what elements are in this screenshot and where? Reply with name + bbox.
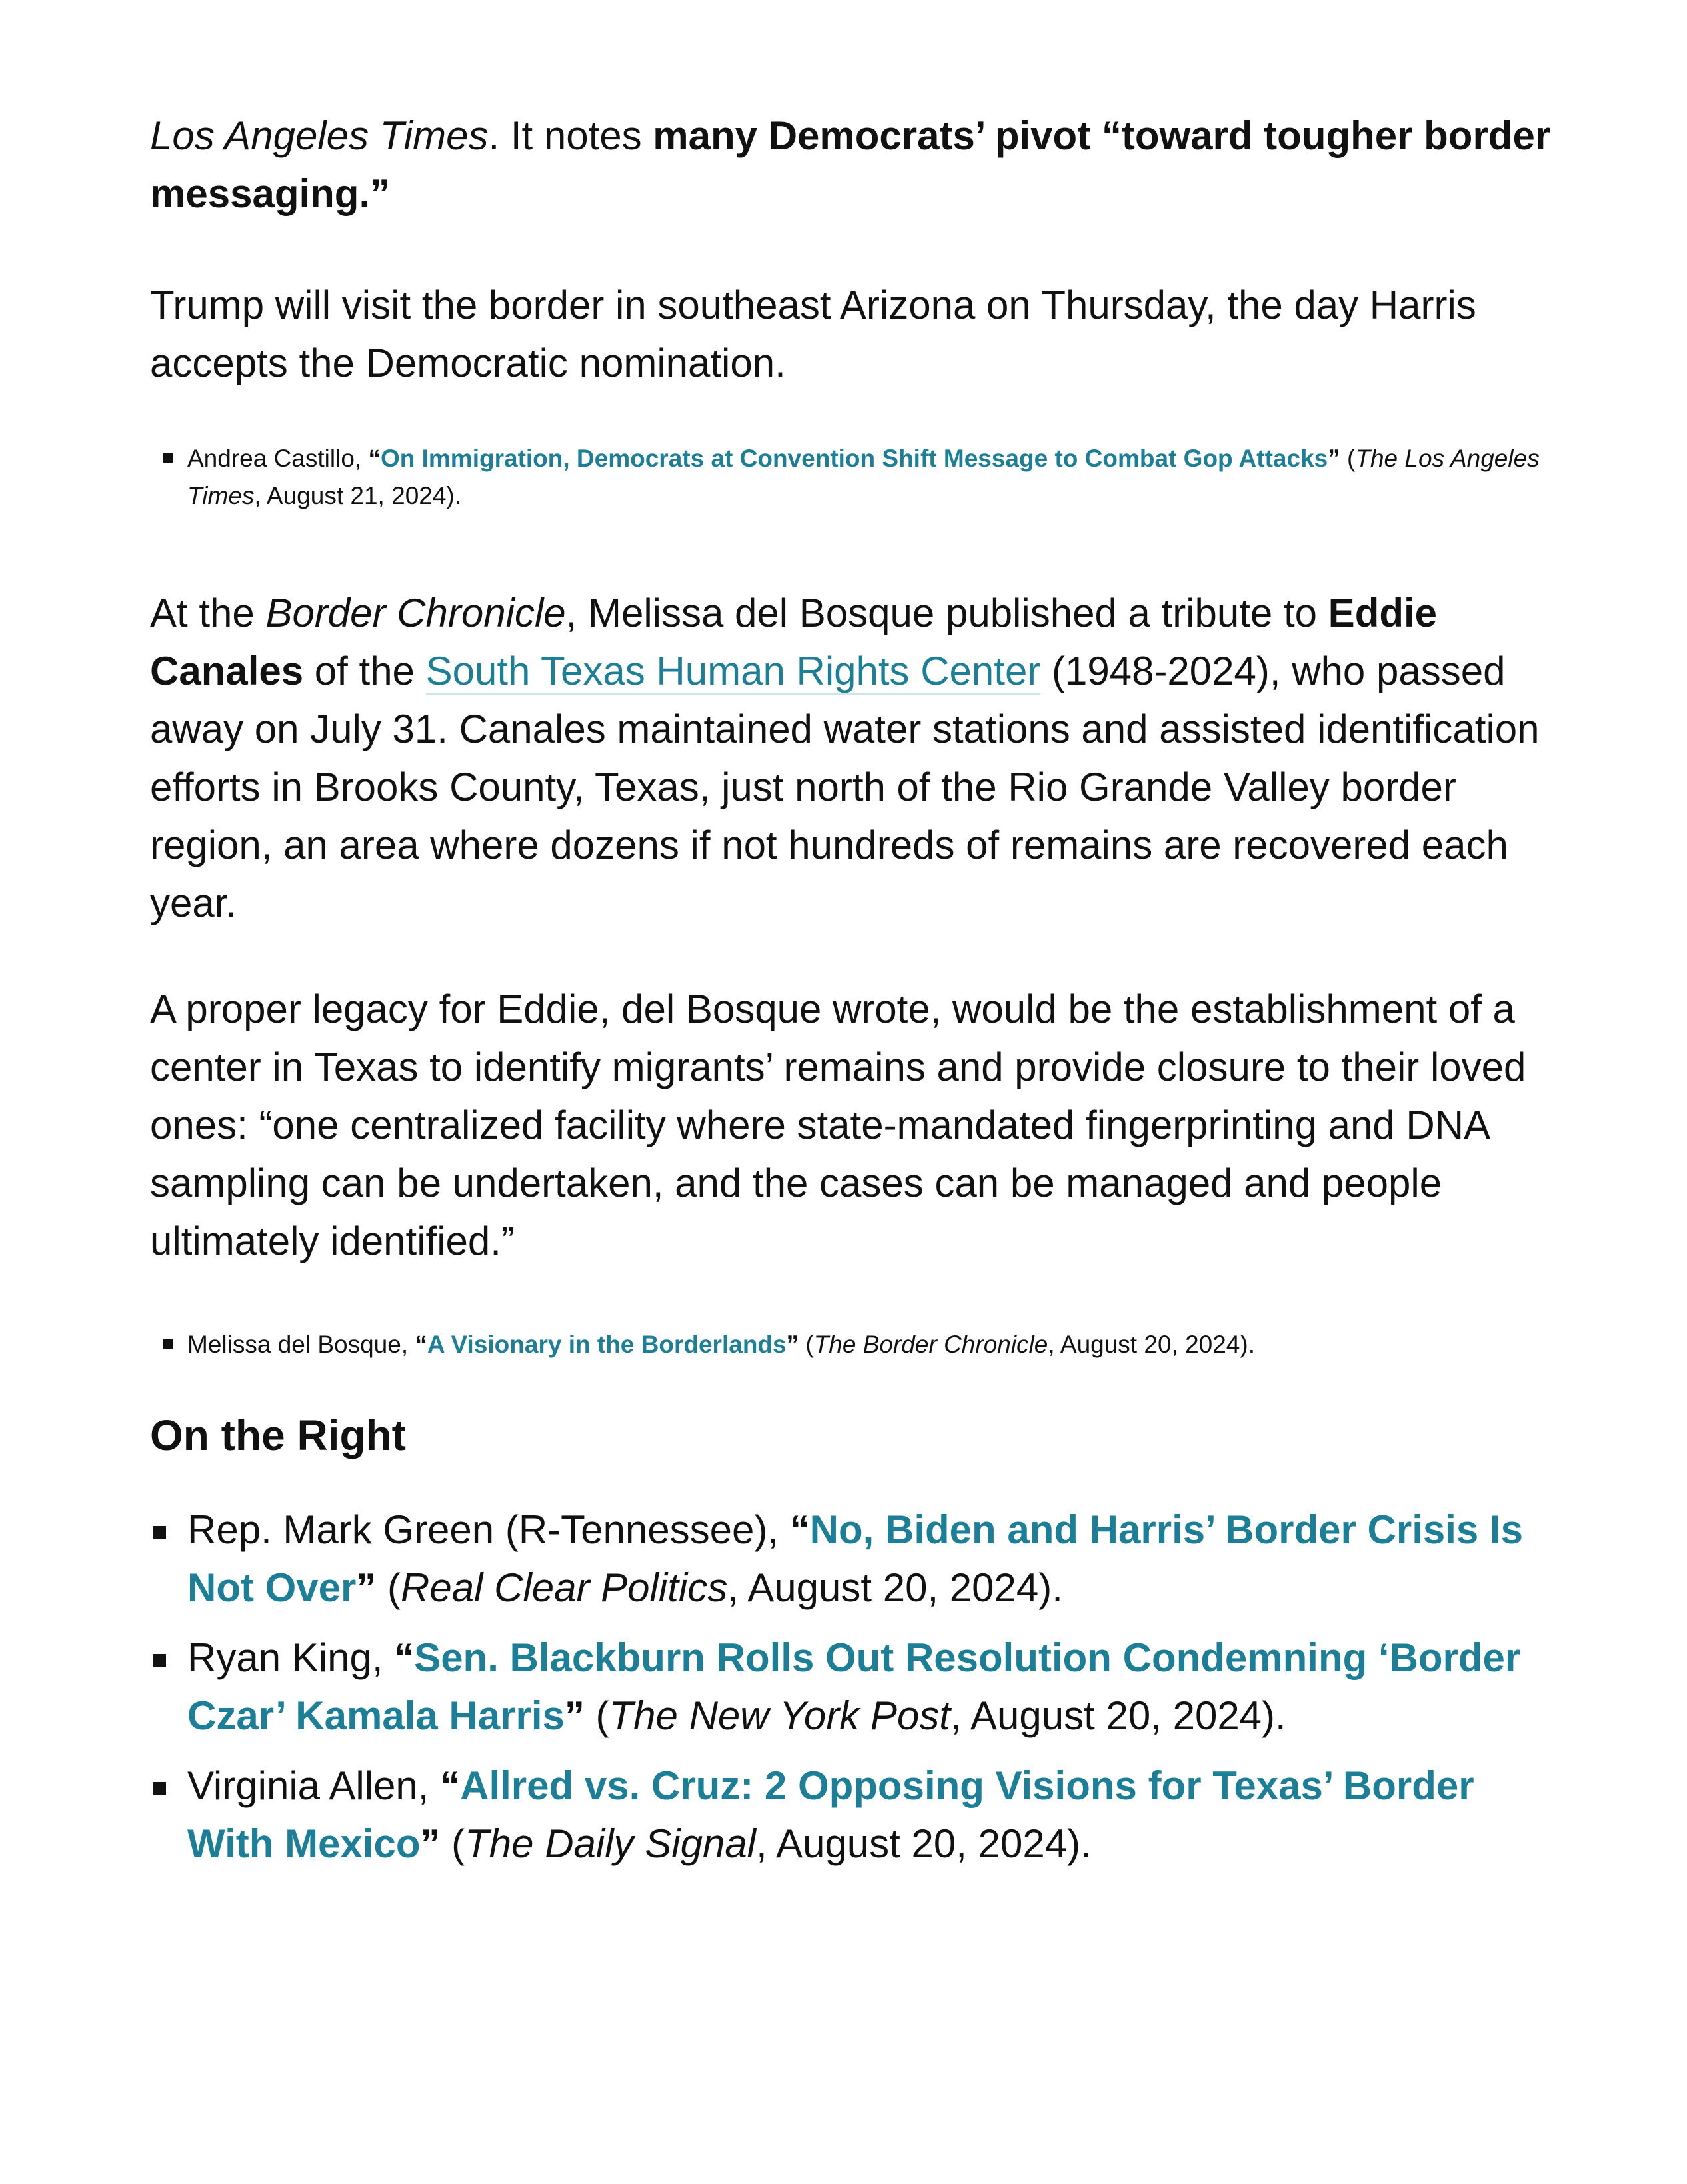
- paren-text: (: [584, 1693, 609, 1738]
- spacer: [150, 392, 1563, 440]
- quote-mark: “: [440, 1763, 461, 1808]
- quote-mark: ”: [786, 1331, 799, 1358]
- bullet-square-icon: [153, 1782, 166, 1795]
- citation-author: Andrea Castillo,: [187, 445, 369, 472]
- paragraph-la-times: [150, 107, 1563, 223]
- list-item: [150, 1629, 1563, 1745]
- item-author: Virginia Allen,: [187, 1763, 441, 1808]
- citation-date: , August 20, 2024).: [1048, 1331, 1255, 1358]
- quote-mark: “: [415, 1331, 427, 1358]
- section-heading: On the Right: [150, 1411, 406, 1459]
- spacer: [150, 1462, 1563, 1501]
- item-source: The Daily Signal: [465, 1821, 757, 1866]
- quote-mark: ”: [420, 1821, 441, 1866]
- item-source: Real Clear Politics: [401, 1565, 728, 1610]
- spacer: [150, 1270, 1563, 1326]
- person-name: Eddie Canales: [150, 591, 1438, 693]
- paragraph-text: At the: [150, 591, 266, 635]
- article-link[interactable]: No, Biden and Harris’ Border Crisis Is Not Over: [187, 1507, 1523, 1610]
- item-date: , August 20, 2024).: [756, 1821, 1092, 1866]
- spacer: [150, 932, 1563, 980]
- citation-list: [150, 440, 1563, 515]
- citation-item: [150, 1326, 1563, 1363]
- citation-date: , August 21, 2024).: [254, 482, 462, 509]
- spacer: [150, 515, 1563, 584]
- organization-link[interactable]: South Texas Human Rights Center: [425, 649, 1041, 693]
- bullet-square-icon: [153, 1654, 166, 1667]
- paragraph-legacy: A proper legacy for Eddie, del Bosque wrote, would be the establishment of a center in Texas to identify migrants’ remains and provide closure to their loved ones: “one centralized facility where state-mandated fingerprinting and DNA sampling can be undertaken, and the cases can be managed and people ultimately identified.”: [150, 987, 1526, 1263]
- item-author: Ryan King,: [187, 1635, 395, 1680]
- quote-mark: ”: [564, 1693, 585, 1738]
- citation-link[interactable]: A Visionary in the Borderlands: [427, 1331, 787, 1358]
- article-link[interactable]: Allred vs. Cruz: 2 Opposing Visions for Texas’ Border With Mexico: [187, 1763, 1474, 1866]
- citation-source: The Border Chronicle: [813, 1331, 1048, 1358]
- bullet-square-icon: [163, 1339, 173, 1349]
- article-body: [150, 107, 1563, 1885]
- citation-item: [150, 440, 1563, 515]
- list-item: [150, 1757, 1563, 1873]
- on-the-right-list: [150, 1501, 1563, 1873]
- paragraph-text: . It notes: [488, 113, 653, 158]
- list-item: [150, 1501, 1563, 1617]
- quote-mark: “: [789, 1507, 810, 1552]
- citation-link[interactable]: On Immigration, Democrats at Convention Shift Message to Combat Gop Attacks: [380, 445, 1328, 472]
- bullet-square-icon: [153, 1526, 166, 1539]
- publication-name: Border Chronicle: [265, 591, 566, 635]
- paren-text: (: [440, 1821, 465, 1866]
- item-author: Rep. Mark Green (R-Tennessee),: [187, 1507, 790, 1552]
- paragraph-text: , Melissa del Bosque published a tribute to: [565, 591, 1328, 635]
- citation-list: [150, 1326, 1563, 1363]
- quote-mark: “: [368, 445, 381, 472]
- article-link[interactable]: Sen. Blackburn Rolls Out Resolution Condemning ‘Border Czar’ Kamala Harris: [187, 1635, 1521, 1738]
- citation-author: Melissa del Bosque,: [187, 1331, 415, 1358]
- spacer: [150, 1363, 1563, 1409]
- paren-text: (: [799, 1331, 814, 1358]
- item-date: , August 20, 2024).: [950, 1693, 1286, 1738]
- paragraph-text: (1948-2024), who passed away on July 31. Canales maintained water stations and assisted identification efforts in Brooks County, Texas, just north of the Rio Grande Valley border region, an area where dozens if not hundreds of remains are recovered each year.: [150, 649, 1540, 925]
- quote-mark: ”: [356, 1565, 377, 1610]
- bullet-square-icon: [163, 453, 173, 463]
- paragraph-trump-visit: Trump will visit the border in southeast Arizona on Thursday, the day Harris accepts the Democratic nomination.: [150, 283, 1476, 385]
- spacer: [150, 223, 1563, 276]
- quote-mark: “: [394, 1635, 415, 1680]
- paragraph-eddie-canales: [150, 584, 1563, 932]
- paragraph-text: of the: [303, 649, 426, 693]
- item-source: The New York Post: [609, 1693, 950, 1738]
- paren-text: (: [1340, 445, 1356, 472]
- citation-source: The Los Angeles Times: [187, 445, 1540, 509]
- paren-text: (: [376, 1565, 401, 1610]
- quote-mark: ”: [1328, 445, 1340, 472]
- publication-name: Los Angeles Times: [150, 113, 489, 158]
- item-date: , August 20, 2024).: [727, 1565, 1063, 1610]
- bold-quote: many Democrats’ pivot “toward tougher border messaging.”: [150, 113, 1551, 216]
